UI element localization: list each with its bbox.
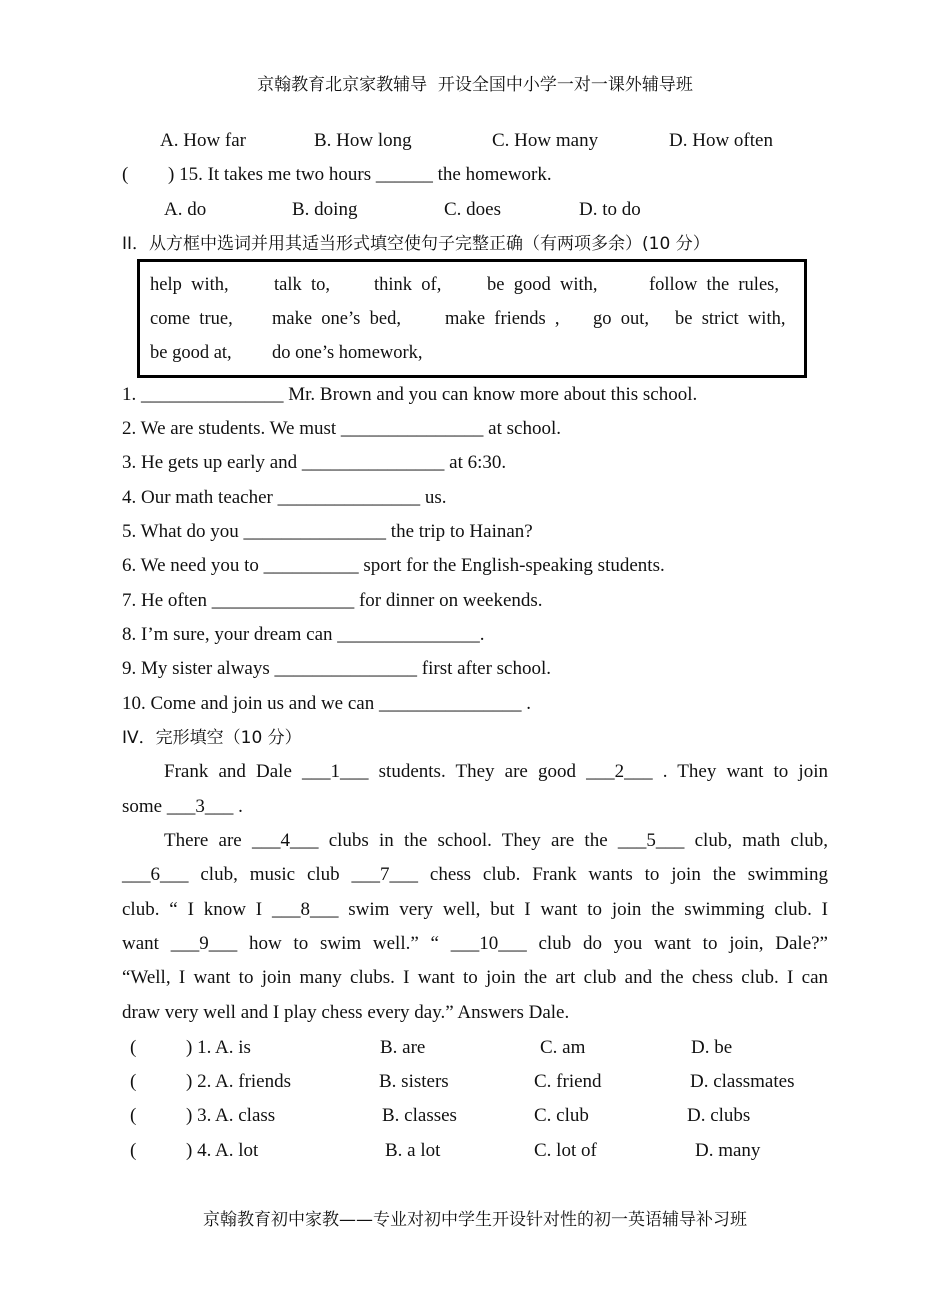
fill-sentence: 3. He gets up early and _______________ at 6:30. [122,452,507,473]
fill-sentence: 4. Our math teacher _______________ us. [122,487,447,508]
question-paren: ( [130,1105,137,1126]
fill-sentence: 2. We are students. We must _______________ at school. [122,418,561,439]
q14-option-b: B. How long [314,130,412,151]
fill-sentence: 9. My sister always _______________ first after school. [122,658,552,679]
q15-option-b: B. doing [292,199,358,220]
question-option-b: B. sisters [379,1071,449,1092]
question-paren: ( [130,1140,137,1161]
word-bank-item: follow the rules, [649,275,779,295]
question-paren: ( [130,1037,137,1058]
fill-sentence: 6. We need you to __________ sport for the English-speaking students. [122,555,665,576]
word-bank-item: go out, [593,309,650,329]
question-option-a: ) 2. A. friends [186,1071,292,1092]
section-4-title: IV．完形填空（10 分） [122,728,302,748]
question-option-c: C. lot of [534,1140,597,1161]
question-paren: ( [130,1071,137,1092]
question-option-a: ) 4. A. lot [186,1140,259,1161]
word-bank-item: make one’s bed, [272,309,401,329]
section-2-title: II．从方框中选词并用其适当形式填空使句子完整正确（有两项多余）(10 分） [122,234,710,254]
question-option-b: B. a lot [385,1140,441,1161]
fill-sentence: 7. He often _______________ for dinner on weekends. [122,590,543,611]
word-bank-item: help with, [150,275,229,295]
fill-sentence: 10. Come and join us and we can _______________ . [122,693,531,714]
q15-option-c: C. does [444,199,501,220]
q15-option-d: D. to do [579,199,641,220]
q15-option-a: A. do [164,199,207,220]
q15-question: ) 15. It takes me two hours ______ the homework. [168,164,552,185]
word-bank-item: come true, [150,309,233,329]
word-bank-item: talk to, [274,275,331,295]
page-header: 京翰教育北京家教辅导 开设全国中小学一对一课外辅导班 [257,75,693,95]
question-option-c: C. am [540,1037,586,1058]
fill-sentence: 5. What do you _______________ the trip to Hainan? [122,521,533,542]
question-option-c: C. club [534,1105,589,1126]
question-option-d: D. classmates [690,1071,795,1092]
question-option-d: D. be [691,1037,733,1058]
page-footer: 京翰教育初中家教——专业对初中学生开设针对性的初一英语辅导补习班 [203,1210,747,1230]
q14-option-d: D. How often [669,130,773,151]
word-bank-item: think of, [374,275,442,295]
word-bank-item: be good at, [150,343,232,363]
question-option-d: D. many [695,1140,761,1161]
fill-sentence: 8. I’m sure, your dream can _______________. [122,624,485,645]
word-bank-item: be strict with, [675,309,786,329]
cloze-paragraph-line: ___6___ club, music club ___7___ chess club. Frank wants to join the swimming [122,864,828,885]
cloze-paragraph-line: “Well, I want to join many clubs. I want to join the art club and the chess club. I can [122,967,828,988]
question-option-a: ) 1. A. is [186,1037,251,1058]
cloze-paragraph-line: want ___9___ how to swim well.” “ ___10___ club do you want to join, Dale?” [122,933,828,954]
word-bank-item: be good with, [487,275,598,295]
cloze-paragraph-line: draw very well and I play chess every day.” Answers Dale. [122,1002,570,1023]
cloze-paragraph-line: There are ___4___ clubs in the school. They are the ___5___ club, math club, [164,830,828,851]
word-bank-item: do one’s homework, [272,343,423,363]
question-option-b: B. classes [382,1105,457,1126]
word-bank-item: make friends , [445,309,560,329]
fill-sentence: 1. _______________ Mr. Brown and you can know more about this school. [122,384,698,405]
question-option-a: ) 3. A. class [186,1105,276,1126]
cloze-paragraph-line: some ___3___ . [122,796,243,817]
q14-option-c: C. How many [492,130,599,151]
question-option-b: B. are [380,1037,426,1058]
cloze-paragraph-line: Frank and Dale ___1___ students. They are good ___2___ . They want to join [164,761,828,782]
q14-option-a: A. How far [160,130,247,151]
cloze-paragraph-line: club. “ I know I ___8___ swim very well, but I want to join the swimming club. I [122,899,828,920]
question-option-d: D. clubs [687,1105,751,1126]
question-option-c: C. friend [534,1071,602,1092]
q15-paren: ( [122,164,129,185]
